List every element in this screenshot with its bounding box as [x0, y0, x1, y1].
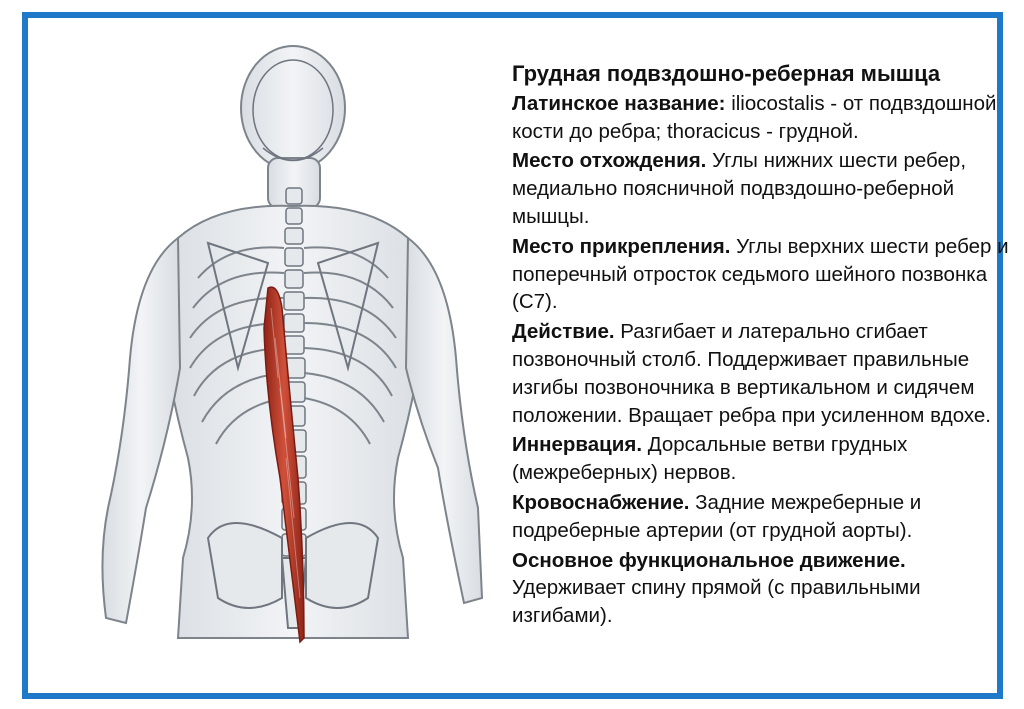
section-action	[512, 318, 1012, 429]
section-insertion	[512, 233, 1012, 316]
section-text: Разгибает и латерально сгибает позвоночный столб. Поддерживает правильные изгибы позвоночника в вертикальном и сидячем положении. Вращает ребра при усиленном вдохе.	[512, 320, 991, 427]
section-label: Иннервация.	[512, 433, 643, 457]
section-label: Место прикрепления.	[512, 234, 731, 258]
section-innervation	[512, 431, 1012, 487]
section-label: Кровоснабжение.	[512, 490, 690, 514]
section-main-movement	[512, 547, 1012, 630]
section-label: Латинское название:	[512, 91, 726, 115]
section-text: Задние межреберные и подреберные артерии (от грудной аорты).	[512, 490, 922, 542]
section-blood-supply	[512, 489, 1012, 545]
anatomy-illustration	[68, 38, 488, 678]
section-label: Действие.	[512, 320, 615, 344]
section-label: Место отхождения.	[512, 149, 707, 173]
page-title: Грудная подвздошно-реберная мышца	[512, 61, 941, 86]
slide-frame	[22, 12, 1009, 699]
section-label: Основное функциональное движение.	[512, 548, 906, 572]
section-latin-name	[512, 90, 1012, 146]
section-text: Удерживает спину прямой (с правильными изгибами).	[512, 576, 921, 628]
description-block	[512, 60, 1012, 632]
section-text: Углы нижних шести ребер, медиально поясничной подвздошно-реберной мышцы.	[512, 149, 967, 228]
section-text: Углы верхних шести ребер и поперечный отросток седьмого шейного позвонка (С7).	[512, 234, 1009, 314]
section-origin	[512, 147, 1012, 230]
section-text: iliocostalis - от подвздошной кости до ребра; thoracicus - грудной.	[512, 91, 997, 143]
section-text: Дорсальные ветви грудных (межреберных) нервов.	[512, 433, 908, 485]
